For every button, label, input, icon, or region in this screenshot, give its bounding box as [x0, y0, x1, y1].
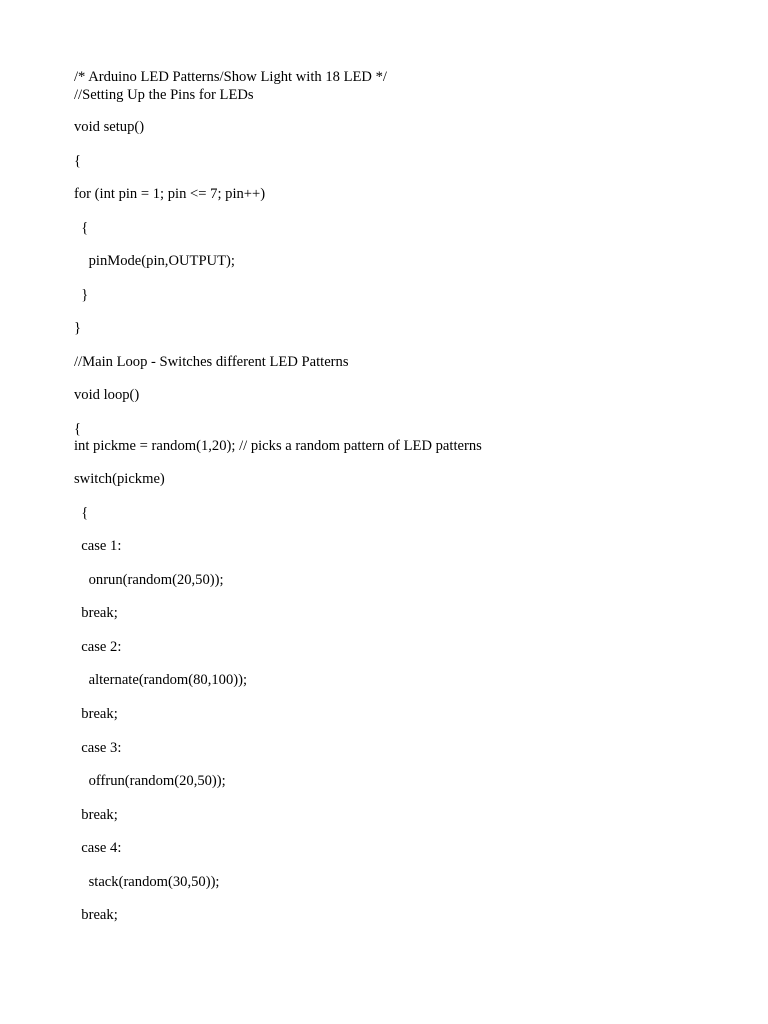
code-line: pinMode(pin,OUTPUT); — [74, 253, 235, 269]
code-line: { — [74, 153, 82, 169]
code-line: onrun(random(20,50)); — [74, 572, 224, 588]
code-line: int pickme = random(1,20); // picks a random pattern of LED patterns — [74, 438, 482, 454]
code-line: void setup() — [74, 119, 145, 135]
code-line: break; — [74, 706, 118, 722]
code-line: case 2: — [74, 639, 122, 655]
code-line: break; — [74, 605, 118, 621]
code-line: stack(random(30,50)); — [74, 874, 220, 890]
code-line: break; — [74, 807, 118, 823]
code-line: /* Arduino LED Patterns/Show Light with 18 LED */ — [74, 69, 387, 85]
code-line: } — [74, 320, 82, 336]
code-line: { — [74, 421, 82, 437]
code-line: alternate(random(80,100)); — [74, 672, 248, 688]
code-line: //Setting Up the Pins for LEDs — [74, 87, 254, 103]
code-line: case 1: — [74, 538, 122, 554]
code-line: for (int pin = 1; pin <= 7; pin++) — [74, 186, 266, 202]
code-line: { — [74, 505, 89, 521]
code-line: void loop() — [74, 387, 140, 403]
code-line: } — [74, 287, 89, 303]
code-line: switch(pickme) — [74, 471, 165, 487]
code-line: //Main Loop - Switches different LED Patterns — [74, 354, 349, 370]
code-line: { — [74, 220, 89, 236]
code-line: case 3: — [74, 740, 122, 756]
code-line: offrun(random(20,50)); — [74, 773, 226, 789]
code-line: case 4: — [74, 840, 122, 856]
code-line: break; — [74, 907, 118, 923]
